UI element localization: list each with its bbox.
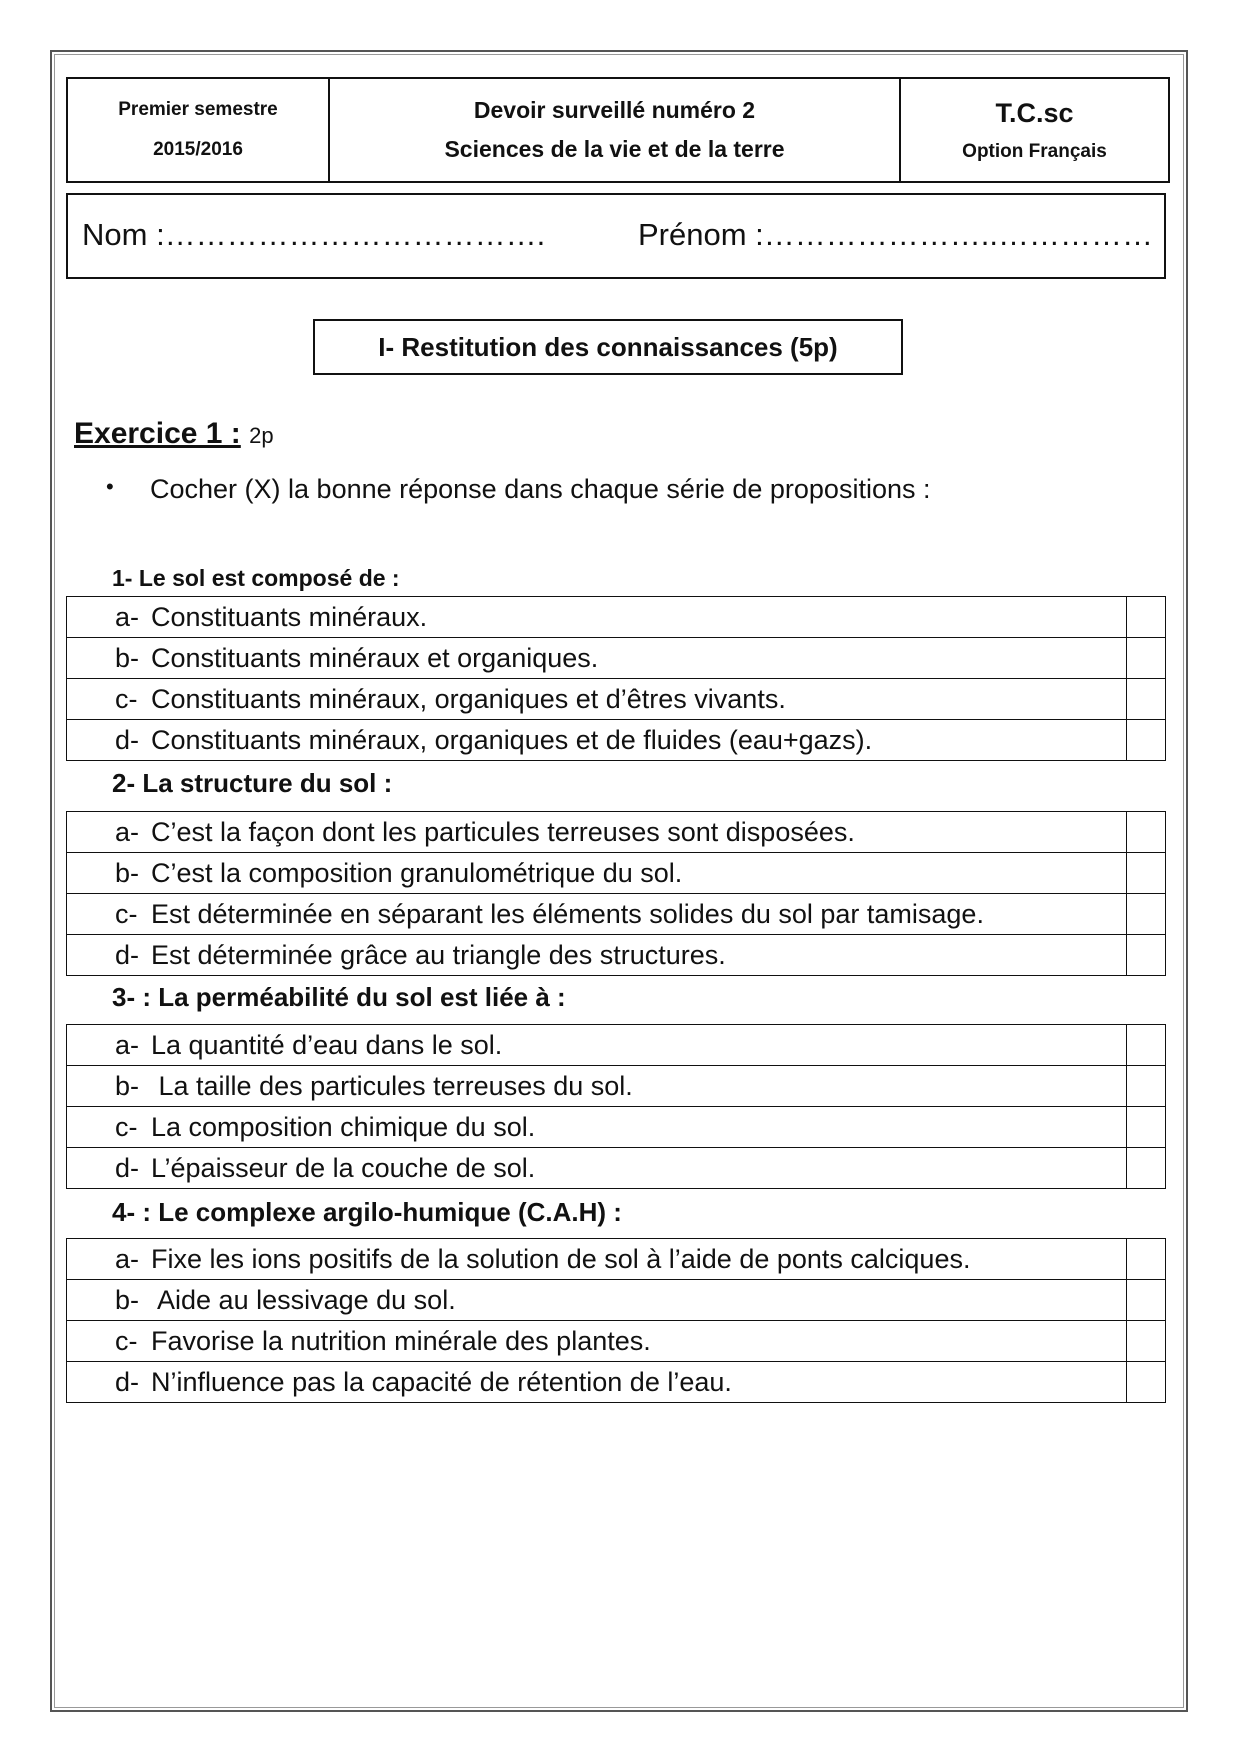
option-letter: d-: [115, 1366, 140, 1397]
option-letter: b-: [115, 1284, 140, 1315]
semester-label: Premier semestre: [118, 99, 278, 120]
option-text: C’est la façon dont les particules terreuses sont disposées.: [151, 816, 855, 847]
option-cell: [67, 1280, 1127, 1321]
option-letter: b-: [115, 642, 140, 673]
exam-title: Devoir surveillé numéro 2: [473, 97, 756, 123]
answer-checkbox[interactable]: [1127, 1362, 1166, 1403]
option-text: Fixe les ions positifs de la solution de sol à l’aide de ponts calciques.: [151, 1243, 971, 1274]
section-title: I- Restitution des connaissances (5p): [313, 319, 903, 375]
question-1-options: [66, 596, 1166, 761]
answer-checkbox[interactable]: [1127, 894, 1166, 935]
option-row: [67, 894, 1166, 935]
option-text: L’épaisseur de la couche de sol.: [151, 1152, 536, 1183]
option-row: [67, 1362, 1166, 1403]
option-row: [67, 679, 1166, 720]
option-row: [67, 1239, 1166, 1280]
option-row: [67, 1148, 1166, 1189]
option-cell: [67, 935, 1127, 976]
prenom-field[interactable]: Prénom :…………………..……………: [638, 217, 1153, 252]
option-cell: [67, 1025, 1127, 1066]
option-row: [67, 1321, 1166, 1362]
answer-checkbox[interactable]: [1127, 935, 1166, 976]
answer-checkbox[interactable]: [1127, 1321, 1166, 1362]
option-text: Favorise la nutrition minérale des plantes.: [151, 1325, 651, 1356]
answer-checkbox[interactable]: [1127, 1107, 1166, 1148]
question-3-options: [66, 1024, 1166, 1189]
option-letter: a-: [115, 601, 140, 632]
option-text: Est déterminée grâce au triangle des structures.: [151, 939, 726, 970]
option-cell: [67, 1148, 1127, 1189]
question-4-options: [66, 1238, 1166, 1403]
answer-checkbox[interactable]: [1127, 720, 1166, 761]
option-cell: [67, 638, 1127, 679]
answer-checkbox[interactable]: [1127, 1066, 1166, 1107]
school-year: 2015/2016: [153, 139, 243, 160]
exercise-points: 2p: [249, 423, 274, 448]
instruction-text: Cocher (X) la bonne réponse dans chaque série de propositions :: [150, 474, 931, 504]
option-text: Constituants minéraux, organiques et d’êtres vivants.: [151, 683, 786, 714]
option-cell: [67, 1362, 1127, 1403]
question-1-label: 1- Le sol est composé de :: [112, 565, 400, 591]
question-2-label: 2- La structure du sol :: [112, 768, 393, 798]
answer-checkbox[interactable]: [1127, 853, 1166, 894]
option-text: La taille des particules terreuses du sol.: [151, 1070, 633, 1101]
bullet-icon: •: [106, 474, 114, 499]
option-letter: d-: [115, 1152, 140, 1183]
option-text: Constituants minéraux, organiques et de fluides (eau+gazs).: [151, 724, 873, 755]
option-cell: [67, 894, 1127, 935]
subject-title: Sciences de la vie et de la terre: [444, 136, 785, 162]
option-text: Aide au lessivage du sol.: [151, 1284, 456, 1315]
option-letter: c-: [115, 1111, 138, 1142]
option-cell: [67, 1239, 1127, 1280]
option-text: La quantité d’eau dans le sol.: [151, 1029, 503, 1060]
exam-header: [66, 77, 1170, 183]
option-row: [67, 597, 1166, 638]
option-letter: a-: [115, 1029, 140, 1060]
student-identity-box: [66, 193, 1166, 279]
option-letter: a-: [115, 1243, 140, 1274]
option-row: [67, 638, 1166, 679]
question-2-options: [66, 811, 1166, 976]
option-cell: [67, 812, 1127, 853]
option-cell: [67, 720, 1127, 761]
question-3-label: 3- : La perméabilité du sol est liée à :: [112, 982, 566, 1012]
option-row: [67, 720, 1166, 761]
answer-checkbox[interactable]: [1127, 1025, 1166, 1066]
option-cell: [67, 597, 1127, 638]
option-label: Option Français: [962, 140, 1107, 162]
option-cell: [67, 679, 1127, 720]
option-letter: c-: [115, 683, 138, 714]
option-text: Constituants minéraux et organiques.: [151, 642, 599, 673]
option-row: [67, 935, 1166, 976]
instruction: [108, 474, 930, 505]
question-4-label: 4- : Le complexe argilo-humique (C.A.H) :: [112, 1197, 622, 1227]
answer-checkbox[interactable]: [1127, 679, 1166, 720]
level-label: T.C.sc: [995, 97, 1074, 128]
answer-checkbox[interactable]: [1127, 1280, 1166, 1321]
option-letter: a-: [115, 816, 140, 847]
option-cell: [67, 1107, 1127, 1148]
header-level-cell: [901, 79, 1168, 181]
option-text: Est déterminée en séparant les éléments solides du sol par tamisage.: [151, 898, 984, 929]
header-title-cell: [330, 79, 901, 181]
option-row: [67, 1066, 1166, 1107]
exercise-title: [74, 417, 274, 451]
option-cell: [67, 1066, 1127, 1107]
option-letter: c-: [115, 898, 138, 929]
option-letter: c-: [115, 1325, 138, 1356]
option-row: [67, 1280, 1166, 1321]
answer-checkbox[interactable]: [1127, 812, 1166, 853]
option-letter: b-: [115, 857, 140, 888]
option-row: [67, 853, 1166, 894]
option-row: [67, 1107, 1166, 1148]
answer-checkbox[interactable]: [1127, 1148, 1166, 1189]
answer-checkbox[interactable]: [1127, 597, 1166, 638]
option-cell: [67, 853, 1127, 894]
option-letter: b-: [115, 1070, 140, 1101]
option-text: La composition chimique du sol.: [151, 1111, 536, 1142]
option-text: Constituants minéraux.: [151, 601, 428, 632]
option-row: [67, 1025, 1166, 1066]
answer-checkbox[interactable]: [1127, 1239, 1166, 1280]
answer-checkbox[interactable]: [1127, 638, 1166, 679]
exercise-title-text: Exercice 1 :: [74, 417, 241, 450]
option-cell: [67, 1321, 1127, 1362]
nom-field[interactable]: Nom :……………………………….: [82, 217, 546, 252]
option-text: C’est la composition granulométrique du sol.: [151, 857, 683, 888]
option-letter: d-: [115, 724, 140, 755]
option-text: N’influence pas la capacité de rétention de l’eau.: [151, 1366, 732, 1397]
option-letter: d-: [115, 939, 140, 970]
header-semester-cell: [68, 79, 330, 181]
option-row: [67, 812, 1166, 853]
